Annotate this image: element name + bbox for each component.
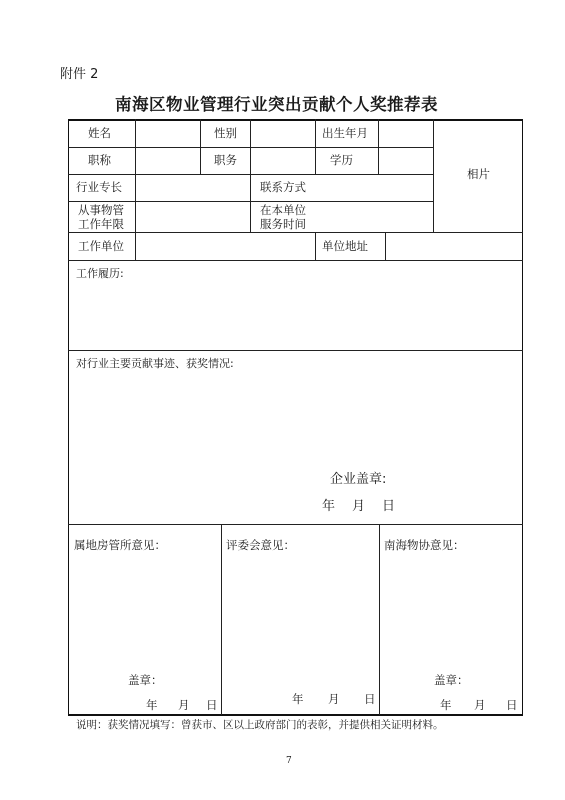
contributions-label: 对行业主要贡献事迹、获奖情况: — [76, 357, 234, 370]
col-line — [135, 119, 136, 260]
row-line — [68, 524, 523, 525]
association-date-month: 月 — [474, 698, 486, 712]
page-number: 7 — [286, 756, 292, 766]
col-line — [379, 524, 380, 715]
local-office-date-year: 年 — [146, 698, 158, 712]
association-date-day: 日 — [506, 698, 518, 712]
resume-label: 工作履历: — [76, 267, 124, 280]
form-border-top — [68, 119, 523, 121]
local-office-date-month: 月 — [178, 698, 190, 712]
footnote: 说明：获奖情况填写：曾获市、区以上政府部门的表彰，并提供相关证明材料。 — [76, 719, 444, 731]
service-label-line2: 服务时间 — [260, 217, 306, 231]
years-label-line1: 从事物管 — [78, 203, 124, 217]
company-seal-date: 年 月 日 — [322, 499, 398, 514]
col-line — [378, 119, 379, 174]
local-office-seal-label: 盖章： — [128, 673, 163, 687]
gender-label: 性别 — [214, 126, 237, 140]
education-label: 学历 — [330, 153, 353, 167]
col-line — [221, 524, 222, 715]
row-line — [68, 350, 523, 351]
service-label-line1: 在本单位 — [260, 203, 306, 217]
unit-address-label: 单位地址 — [322, 239, 368, 253]
committee-date-day: 日 — [364, 692, 376, 706]
birth-label: 出生年月 — [322, 126, 368, 140]
photo-label: 相片 — [467, 167, 490, 181]
row-line — [68, 232, 523, 233]
association-date-year: 年 — [440, 698, 452, 712]
col-line — [433, 119, 434, 232]
work-unit-label: 工作单位 — [78, 239, 124, 253]
committee-date-month: 月 — [328, 692, 340, 706]
form-border-left — [68, 119, 69, 716]
col-line — [250, 119, 251, 232]
col-line — [385, 232, 386, 260]
contact-label: 联系方式 — [260, 180, 306, 194]
association-seal-label: 盖章： — [434, 673, 469, 687]
years-label-line2: 工作年限 — [78, 217, 124, 231]
row-line — [68, 260, 523, 261]
col-line — [315, 119, 316, 174]
col-line — [200, 119, 201, 174]
form-border-bottom — [68, 714, 523, 716]
specialty-label: 行业专长 — [76, 180, 122, 194]
col-line — [315, 232, 316, 260]
local-office-date-day: 日 — [206, 698, 218, 712]
attachment-label: 附件 2 — [60, 67, 99, 82]
committee-date-year: 年 — [292, 692, 304, 706]
association-opinion-label: 南海物协意见： — [384, 538, 465, 552]
page-title: 南海区物业管理行业突出贡献个人奖推荐表 — [115, 95, 438, 114]
title-label: 职称 — [88, 153, 111, 167]
form-border-right — [522, 119, 523, 716]
committee-opinion-label: 评委会意见： — [226, 538, 295, 552]
company-seal-label: 企业盖章: — [330, 472, 387, 487]
name-label: 姓名 — [88, 126, 111, 140]
position-label: 职务 — [214, 153, 237, 167]
local-office-opinion-label: 属地房管所意见： — [74, 538, 166, 552]
